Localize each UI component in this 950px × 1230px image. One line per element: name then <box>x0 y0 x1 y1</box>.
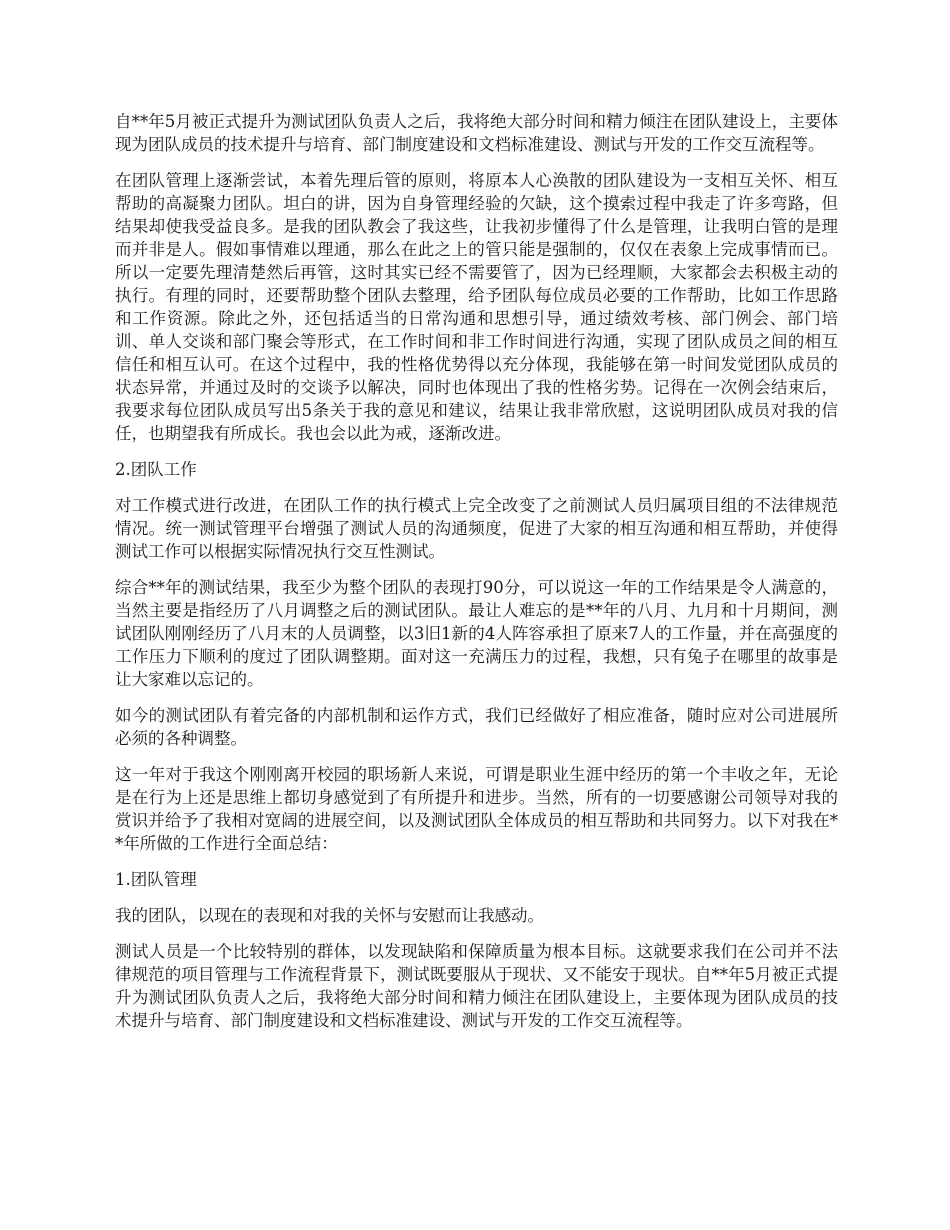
section-heading-team-management: 1.团队管理 <box>115 870 197 889</box>
paragraph-3: 对工作模式进行改进，在团队工作的执行模式上完全改变了之前测试人员归属项目组的不法律规范情况。统一测试管理平台增强了测试人员的沟通频度，促进了大家的相互沟通和相互帮助，并使得测试工作可以根据实际情况执行交互性测试。 <box>115 496 838 561</box>
paragraph-4: 综合**年的测试结果，我至少为整个团队的表现打90分，可以说这一年的工作结果是令人满意的，当然主要是指经历了八月调整之后的测试团队。最让人难忘的是**年的八月、九月和十月期间，测试团队刚刚经历了八月末的人员调整，以3旧1新的4人阵容承担了原来7人的工作量，并在高强度的工作压力下顺利的度过了团队调整期。面对这一充满压力的过程，我想，只有兔子在哪里的故事是让大家难以忘记的。 <box>115 578 838 689</box>
paragraph-6: 这一年对于我这个刚刚离开校园的职场新人来说，可谓是职业生涯中经历的第一个丰收之年，无论是在行为上还是思维上都切身感觉到了有所提升和进步。当然，所有的一切要感谢公司领导对我的赏识并给予了我相对宽阔的进展空间，以及测试团队全体成员的相互帮助和共同努力。以下对我在**年所做的工作进行全面总结： <box>115 765 838 853</box>
document-body <box>115 110 838 1032</box>
paragraph-8: 测试人员是一个比较特别的群体，以发现缺陷和保障质量为根本目标。这就要求我们在公司并不法律规范的项目管理与工作流程背景下，测试既要服从于现状、又不能安于现状。自**年5月被正式提升为测试团队负责人之后，我将绝大部分时间和精力倾注在团队建设上，主要体现为团队成员的技术提升与培育、部门制度建设和文档标准建设、测试与开发的工作交互流程等。 <box>115 942 838 1030</box>
paragraph-7: 我的团队，以现在的表现和对我的关怀与安慰而让我感动。 <box>115 906 544 925</box>
section-heading-team-work: 2.团队工作 <box>115 460 197 479</box>
paragraph-2: 在团队管理上逐渐尝试，本着先理后管的原则，将原本人心涣散的团队建设为一支相互关怀、相互帮助的高凝聚力团队。坦白的讲，因为自身管理经验的欠缺，这个摸索过程中我走了许多弯路，但结果却使我受益良多。是我的团队教会了我这些，让我初步懂得了什么是管理，让我明白管的是理而并非是人。假如事情难以理通，那么在此之上的管只能是强制的，仅仅在表象上完成事情而已。所以一定要先理清楚然后再管，这时其实已经不需要管了，因为已经理顺，大家都会去积极主动的执行。有理的同时，还要帮助整个团队去整理，给予团队每位成员必要的工作帮助，比如工作思路和工作资源。除此之外，还包括适当的日常沟通和思想引导，通过绩效考核、部门例会、部门培训、单人交谈和部门聚会等形式，在工作时间和非工作时间进行沟通，实现了团队成员之间的相互信任和相互认可。在这个过程中，我的性格优势得以充分体现，我能够在第一时间发觉团队成员的状态异常，并通过及时的交谈予以解决，同时也体现出了我的性格劣势。记得在一次例会结束后，我要求每位团队成员写出5条关于我的意见和建议，结果让我非常欣慰，这说明团队成员对我的信任，也期望我有所成长。我也会以此为戒，逐渐改进。 <box>115 171 838 443</box>
paragraph-5: 如今的测试团队有着完备的内部机制和运作方式，我们已经做好了相应准备，随时应对公司进展所必须的各种调整。 <box>115 706 838 748</box>
paragraph-1: 自**年5月被正式提升为测试团队负责人之后，我将绝大部分时间和精力倾注在团队建设上，主要体现为团队成员的技术提升与培育、部门制度建设和文档标准建设、测试与开发的工作交互流程等。 <box>115 112 838 154</box>
